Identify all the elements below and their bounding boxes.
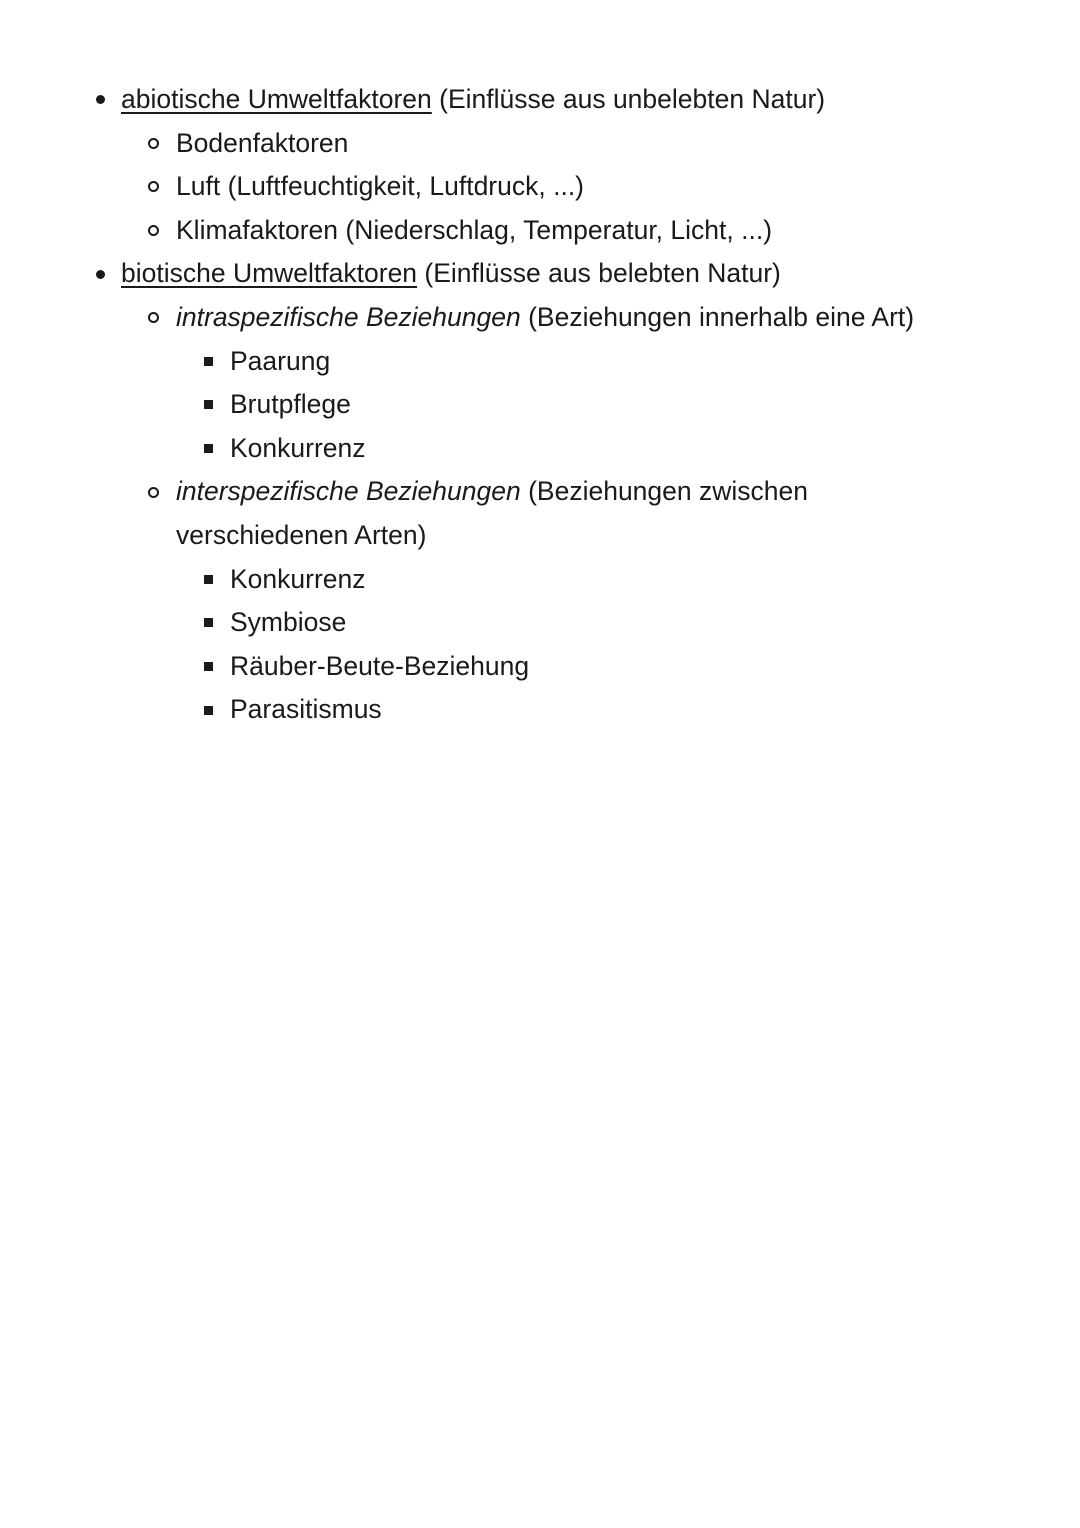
list-item-abiotic [0, 78, 1080, 122]
list-item [0, 601, 1080, 645]
bullet-square-icon [198, 558, 218, 602]
list-item [0, 645, 1080, 689]
list-item-text: Brutpflege [230, 389, 351, 420]
list-item-text: Parasitismus [230, 694, 382, 725]
list-item [0, 558, 1080, 602]
bullet-circle-icon [143, 470, 163, 514]
list-item-continuation [0, 514, 1080, 558]
list-item [0, 165, 1080, 209]
list-item [0, 122, 1080, 166]
list-item [0, 209, 1080, 253]
list-item-text: Paarung [230, 345, 331, 376]
bullet-square-icon [198, 601, 218, 645]
document-outline [0, 78, 1080, 732]
list-item-text [121, 252, 781, 296]
list-item-intraspecific [0, 296, 1080, 340]
list-item [0, 340, 1080, 384]
list-item-text: Räuber-Beute-Beziehung [230, 650, 530, 681]
list-item-text [176, 470, 808, 514]
list-item-text: Luft (Luftfeuchtigkeit, Luftdruck, ...) [176, 171, 585, 202]
bullet-circle-icon [143, 296, 163, 340]
list-item-text [176, 296, 914, 340]
list-item [0, 427, 1080, 471]
bullet-circle-icon [143, 122, 163, 166]
bullet-square-icon [198, 427, 218, 471]
list-item-text: Symbiose [230, 607, 347, 638]
bullet-dot-icon [90, 252, 110, 296]
bullet-circle-icon [143, 165, 163, 209]
list-item-text: Konkurrenz [230, 432, 366, 463]
abiotic-term: abiotische Umweltfaktoren [121, 84, 432, 114]
bullet-square-icon [198, 645, 218, 689]
intra-desc: (Beziehungen innerhalb eine Art) [520, 301, 915, 332]
inter-desc-continued: verschiedenen Arten) [176, 519, 427, 550]
intra-term: intraspezifische Beziehungen [176, 301, 521, 332]
inter-desc: (Beziehungen zwischen [520, 476, 808, 507]
inter-term: interspezifische Beziehungen [176, 476, 521, 507]
list-item [0, 688, 1080, 732]
list-item-text: Bodenfaktoren [176, 127, 349, 158]
list-item-biotic [0, 252, 1080, 296]
abiotic-desc: (Einflüsse aus unbelebten Natur) [431, 84, 826, 114]
list-item-text [121, 78, 825, 122]
list-item [0, 383, 1080, 427]
list-item-text: Konkurrenz [230, 563, 366, 594]
bullet-dot-icon [90, 78, 110, 122]
biotic-desc: (Einflüsse aus belebten Natur) [417, 258, 781, 289]
bullet-square-icon [198, 688, 218, 732]
list-item-text: Klimafaktoren (Niederschlag, Temperatur, Licht, ...) [176, 214, 773, 245]
bullet-circle-icon [143, 209, 163, 253]
bullet-square-icon [198, 383, 218, 427]
list-item-interspecific [0, 470, 1080, 514]
biotic-term: biotische Umweltfaktoren [121, 258, 418, 289]
bullet-square-icon [198, 340, 218, 384]
